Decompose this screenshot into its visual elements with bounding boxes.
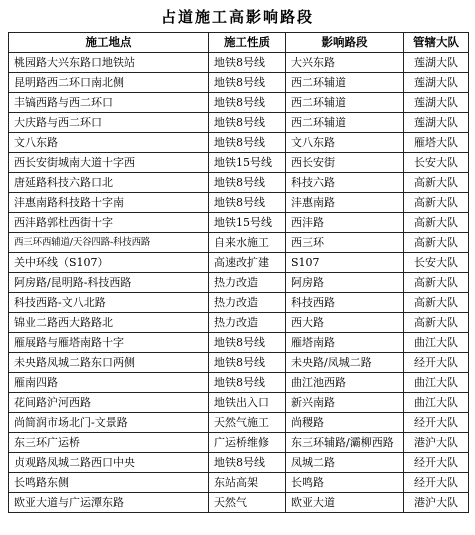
construction-type-cell: 地铁8号线 [209, 53, 286, 73]
location-cell: 桃园路大兴东路口地铁站 [9, 53, 209, 73]
location-cell: 沣惠南路科技路十字南 [9, 193, 209, 213]
affected-road-cell: 西二环辅道 [286, 73, 404, 93]
construction-type-cell: 高速改扩建 [209, 253, 286, 273]
table-row [9, 393, 469, 413]
construction-type-cell: 地铁15号线 [209, 213, 286, 233]
construction-type-cell: 广运桥维修 [209, 433, 286, 453]
table-row [9, 433, 469, 453]
location-cell: 雁南四路 [9, 373, 209, 393]
header-location: 施工地点 [9, 33, 209, 53]
table-body [9, 53, 469, 513]
construction-type-cell: 地铁8号线 [209, 93, 286, 113]
table-row [9, 353, 469, 373]
construction-type-cell: 地铁出入口 [209, 393, 286, 413]
jurisdiction-cell: 高新大队 [404, 273, 469, 293]
jurisdiction-cell: 雁塔大队 [404, 133, 469, 153]
affected-road-cell: 大兴东路 [286, 53, 404, 73]
jurisdiction-cell: 莲湖大队 [404, 73, 469, 93]
affected-road-cell: 欧亚大道 [286, 493, 404, 513]
affected-road-cell: 西长安街 [286, 153, 404, 173]
location-cell: 唐延路科技六路口北 [9, 173, 209, 193]
construction-type-cell: 地铁8号线 [209, 373, 286, 393]
location-cell: 东三环广运桥 [9, 433, 209, 453]
table-row [9, 213, 469, 233]
affected-road-cell: 西二环辅道 [286, 113, 404, 133]
construction-type-cell: 地铁8号线 [209, 333, 286, 353]
affected-road-cell: 西三环 [286, 233, 404, 253]
affected-road-cell: 阿房路 [286, 273, 404, 293]
location-cell: 大庆路与西二环口 [9, 113, 209, 133]
table-row [9, 153, 469, 173]
jurisdiction-cell: 长安大队 [404, 253, 469, 273]
location-cell: 关中环线（S107） [9, 253, 209, 273]
location-cell: 西三环西辅道/天谷四路-科技西路 [9, 233, 209, 253]
location-cell: 雁展路与雁塔南路十字 [9, 333, 209, 353]
location-cell: 贞观路凤城二路西口中央 [9, 453, 209, 473]
construction-type-cell: 天然气施工 [209, 413, 286, 433]
table-row [9, 373, 469, 393]
table-row [9, 173, 469, 193]
affected-road-cell: 科技六路 [286, 173, 404, 193]
jurisdiction-cell: 曲江大队 [404, 393, 469, 413]
jurisdiction-cell: 长安大队 [404, 153, 469, 173]
jurisdiction-cell: 曲江大队 [404, 373, 469, 393]
location-cell: 西沣路郭杜西街十字 [9, 213, 209, 233]
location-cell: 文八东路 [9, 133, 209, 153]
jurisdiction-cell: 高新大队 [404, 293, 469, 313]
affected-road-cell: 文八东路 [286, 133, 404, 153]
table-row [9, 93, 469, 113]
jurisdiction-cell: 莲湖大队 [404, 93, 469, 113]
table-row [9, 73, 469, 93]
document-title: 占道施工高影响路段 [160, 8, 314, 26]
table-row [9, 53, 469, 73]
construction-type-cell: 热力改造 [209, 273, 286, 293]
location-cell: 未央路凤城二路东口两侧 [9, 353, 209, 373]
affected-road-cell: 尚稷路 [286, 413, 404, 433]
location-cell: 阿房路/昆明路-科技西路 [9, 273, 209, 293]
table-row [9, 413, 469, 433]
jurisdiction-cell: 莲湖大队 [404, 53, 469, 73]
table-row [9, 193, 469, 213]
construction-type-cell: 热力改造 [209, 313, 286, 333]
table-row [9, 273, 469, 293]
affected-road-cell: 新兴南路 [286, 393, 404, 413]
table-row [9, 493, 469, 513]
header-affected-road: 影响路段 [286, 33, 404, 53]
jurisdiction-cell: 莲湖大队 [404, 113, 469, 133]
table-row [9, 253, 469, 273]
construction-type-cell: 自来水施工 [209, 233, 286, 253]
jurisdiction-cell: 经开大队 [404, 473, 469, 493]
construction-type-cell: 地铁8号线 [209, 73, 286, 93]
construction-type-cell: 地铁8号线 [209, 353, 286, 373]
location-cell: 欧亚大道与广运潭东路 [9, 493, 209, 513]
construction-type-cell: 地铁8号线 [209, 113, 286, 133]
location-cell: 花间路沪河西路 [9, 393, 209, 413]
affected-road-cell: 凤城二路 [286, 453, 404, 473]
affected-road-cell: 西沣路 [286, 213, 404, 233]
construction-type-cell: 东站高架 [209, 473, 286, 493]
jurisdiction-cell: 经开大队 [404, 453, 469, 473]
location-cell: 西长安街城南大道十字西 [9, 153, 209, 173]
construction-type-cell: 地铁8号线 [209, 453, 286, 473]
construction-type-cell: 热力改造 [209, 293, 286, 313]
construction-type-cell: 地铁8号线 [209, 133, 286, 153]
jurisdiction-cell: 高新大队 [404, 173, 469, 193]
affected-road-cell: 西二环辅道 [286, 93, 404, 113]
jurisdiction-cell: 曲江大队 [404, 333, 469, 353]
table-row [9, 313, 469, 333]
table-row [9, 453, 469, 473]
affected-road-cell: 曲江池西路 [286, 373, 404, 393]
table-row [9, 233, 469, 253]
table-header-row [9, 33, 469, 53]
affected-road-cell: 未央路/凤城二路 [286, 353, 404, 373]
table-row [9, 113, 469, 133]
jurisdiction-cell: 高新大队 [404, 313, 469, 333]
road-construction-table [8, 32, 469, 513]
jurisdiction-cell: 经开大队 [404, 353, 469, 373]
affected-road-cell: 东三环辅路/灞柳西路 [286, 433, 404, 453]
header-jurisdiction: 管辖大队 [404, 33, 469, 53]
jurisdiction-cell: 经开大队 [404, 413, 469, 433]
table-row [9, 293, 469, 313]
construction-type-cell: 天然气 [209, 493, 286, 513]
jurisdiction-cell: 高新大队 [404, 233, 469, 253]
location-cell: 科技西路-文八北路 [9, 293, 209, 313]
header-construction-type: 施工性质 [209, 33, 286, 53]
table-row [9, 473, 469, 493]
location-cell: 丰镐西路与西二环口 [9, 93, 209, 113]
affected-road-cell: 科技西路 [286, 293, 404, 313]
construction-type-cell: 地铁8号线 [209, 173, 286, 193]
construction-type-cell: 地铁15号线 [209, 153, 286, 173]
location-cell: 昆明路西二环口南北侧 [9, 73, 209, 93]
affected-road-cell: 雁塔南路 [286, 333, 404, 353]
affected-road-cell: 西大路 [286, 313, 404, 333]
affected-road-cell: 沣惠南路 [286, 193, 404, 213]
location-cell: 尚简润市场北门-文景路 [9, 413, 209, 433]
location-cell: 锦业二路西大路路北 [9, 313, 209, 333]
jurisdiction-cell: 高新大队 [404, 193, 469, 213]
construction-type-cell: 地铁8号线 [209, 193, 286, 213]
jurisdiction-cell: 港沪大队 [404, 493, 469, 513]
jurisdiction-cell: 港沪大队 [404, 433, 469, 453]
affected-road-cell: S107 [286, 253, 404, 273]
affected-road-cell: 长鸣路 [286, 473, 404, 493]
location-cell: 长鸣路东侧 [9, 473, 209, 493]
table-row [9, 133, 469, 153]
table-row [9, 333, 469, 353]
jurisdiction-cell: 高新大队 [404, 213, 469, 233]
